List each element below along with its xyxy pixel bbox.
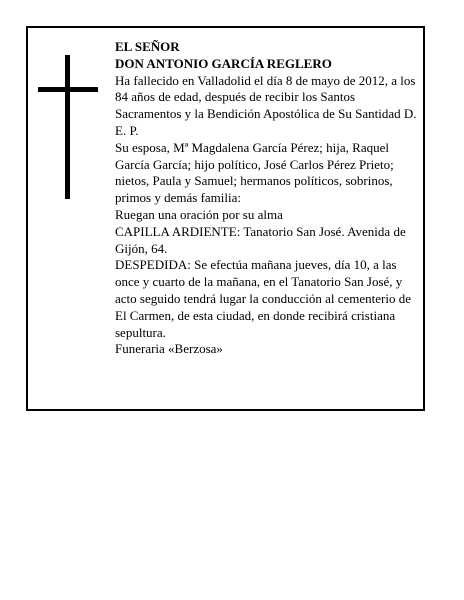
cross-horizontal-bar [38,87,98,92]
paragraph-farewell: DESPEDIDA: Se efectúa mañana jueves, día 10, a las once y cuarto de la mañana, en el Tanatorio San José, y acto seguido tendrá lugar la conducción al cementerio de El Carmen, de esta ciudad, en donde recibirá cristiana sepultura. [115,257,411,340]
paragraph-prayer: Ruegan una oración por su alma [115,206,283,222]
heading-name: DON ANTONIO GARCÍA REGLERO [115,55,332,71]
notice-text [115,39,420,358]
heading-title: EL SEÑOR [115,39,180,54]
obituary-notice [26,26,425,411]
paragraph-family: Su esposa, Mª Magdalena García Pérez; hija, Raquel García García; hijo político, José Carlos Pérez Prieto; nietos, Paula y Samuel; hermanos políticos, sobrinos, primos y demás familia: [115,139,394,206]
paragraph-death-announcement: Ha fallecido en Valladolid el día 8 de mayo de 2012, a los 84 años de edad, después de recibir los Santos Sacramentos y la Bendición Apostólica de Su Santidad D. E. P. [115,72,417,138]
cross-vertical-bar [65,55,70,199]
paragraph-funeral-home: Funeraria «Berzosa» [115,341,223,357]
latin-cross-icon [38,55,98,199]
paragraph-chapel: CAPILLA ARDIENTE: Tanatorio San José. Avenida de Gijón, 64. [115,223,406,256]
